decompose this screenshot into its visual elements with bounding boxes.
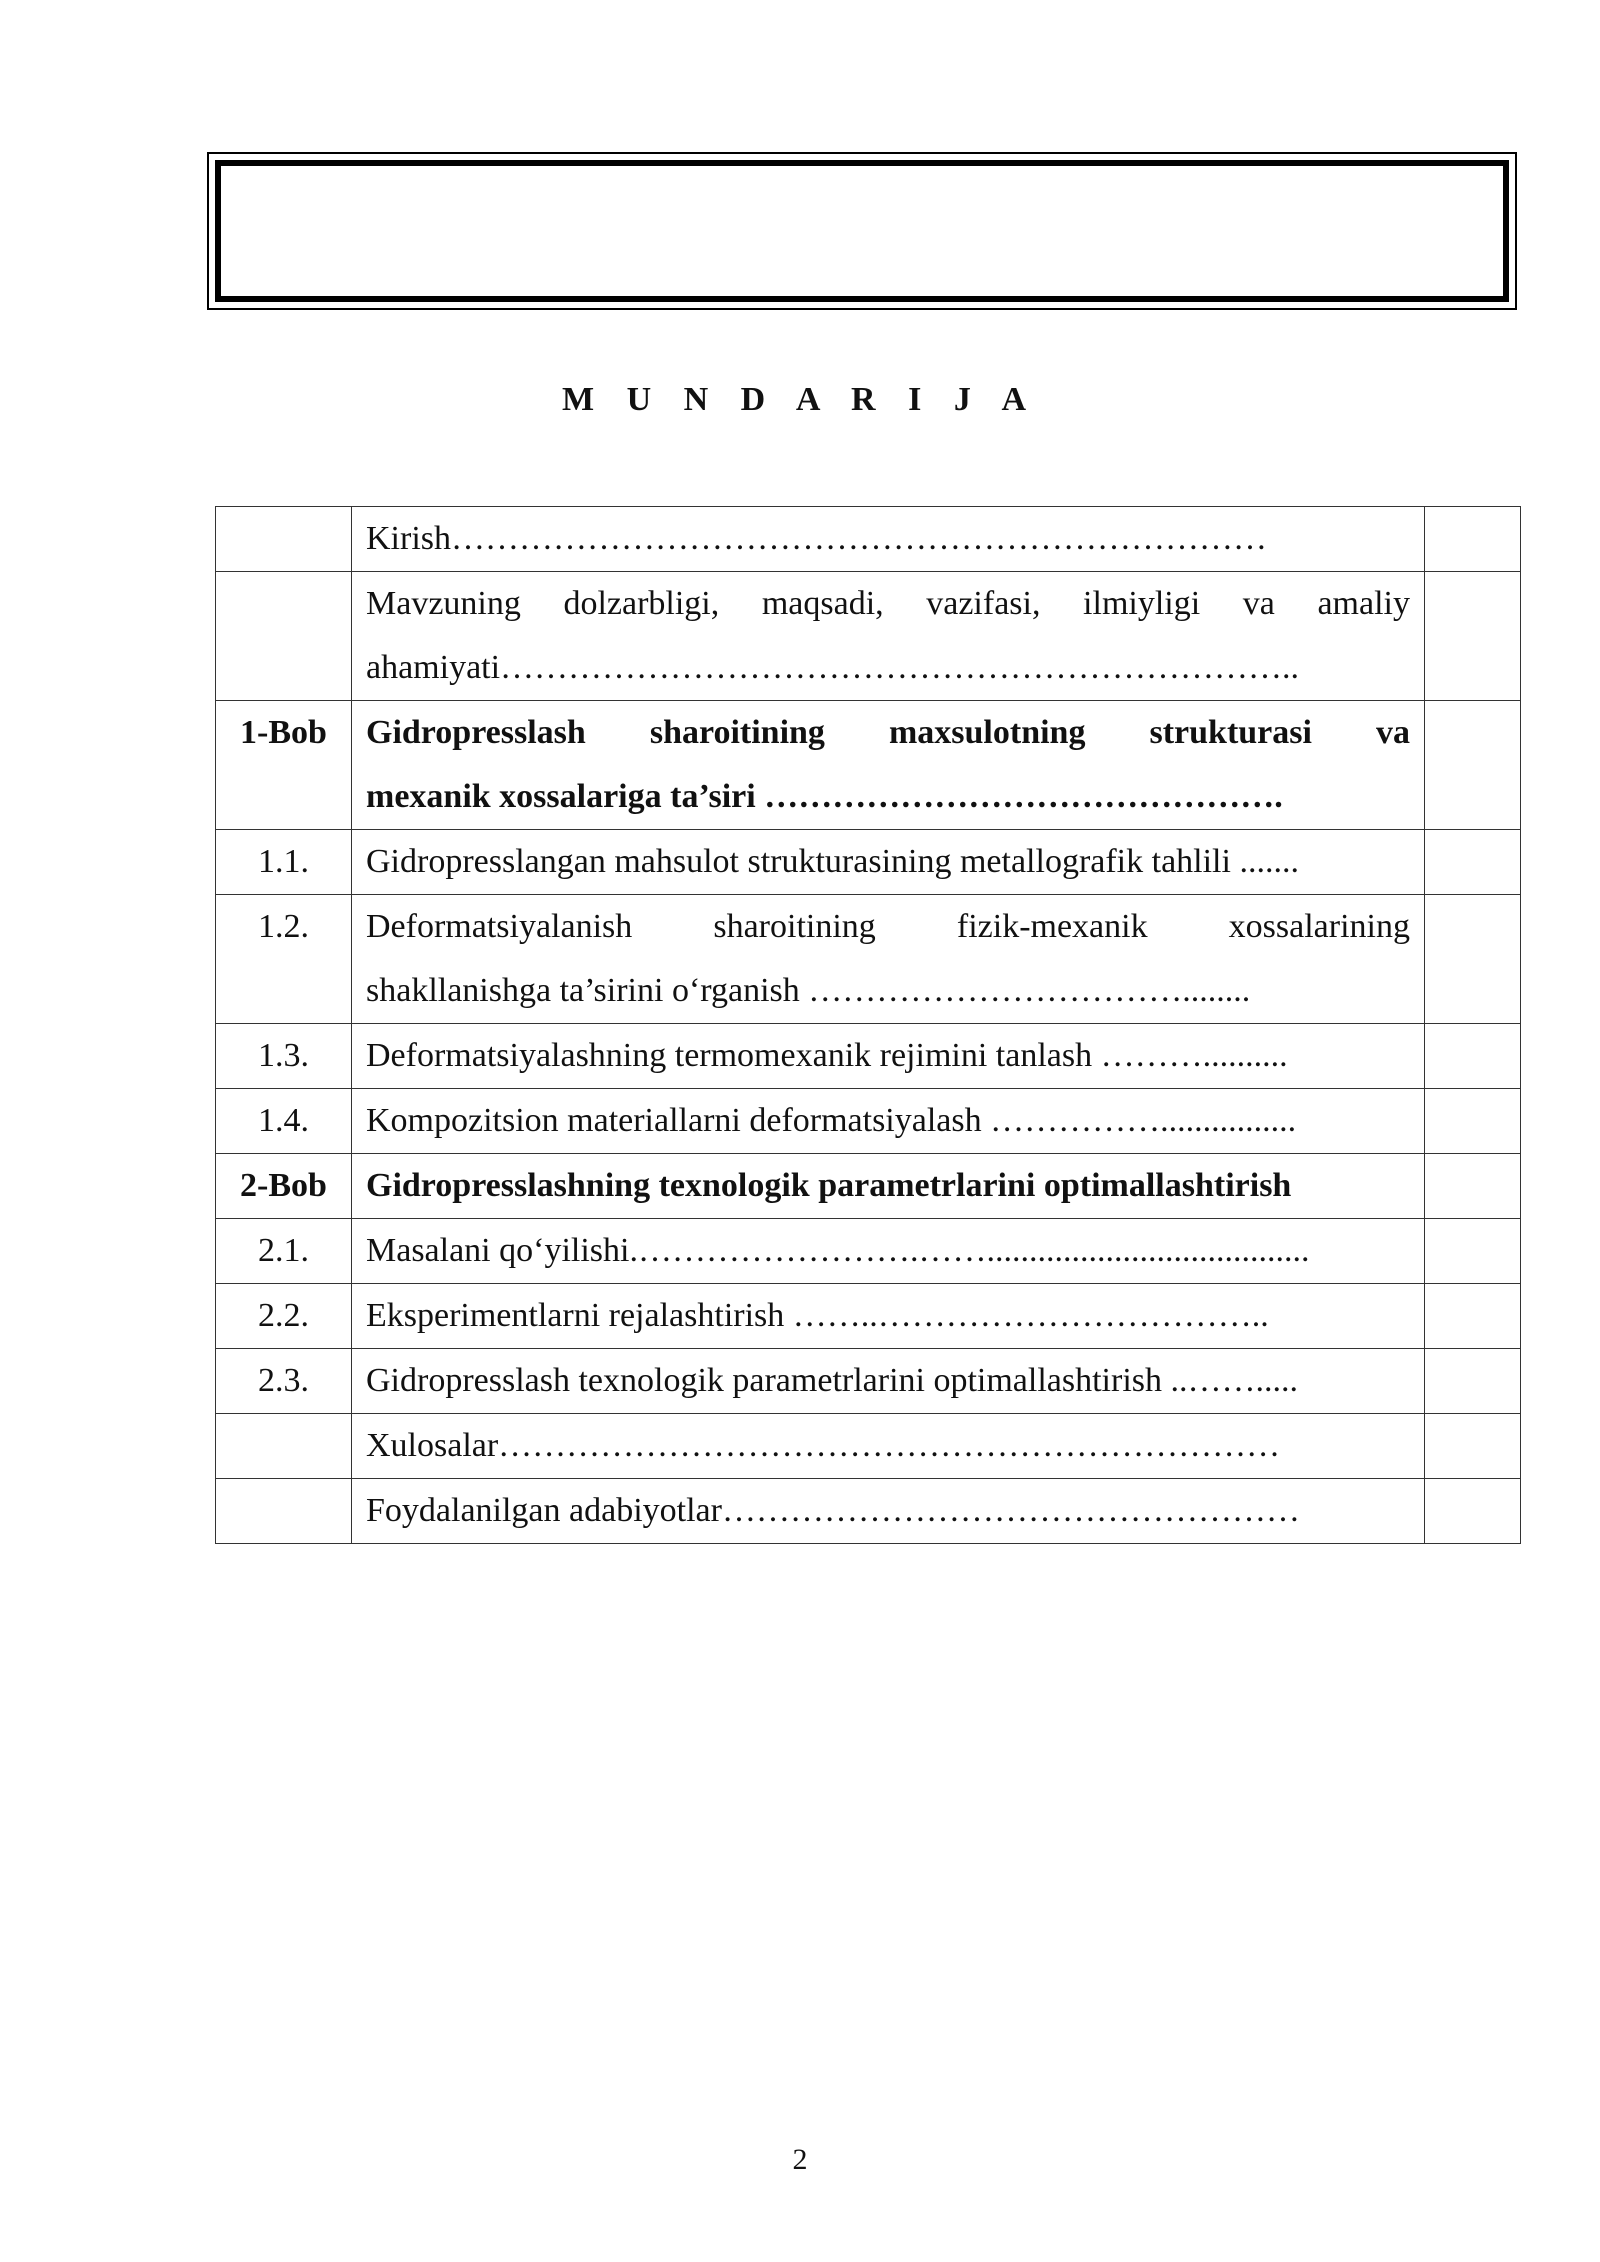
page-title: M U N D A R I J A [561,381,1039,418]
toc-row [216,1284,1521,1349]
toc-entry-text [352,507,1425,572]
toc-entry-line: Gidropresslangan mahsulot strukturasining metallografik tahlili ....... [366,843,1299,880]
toc-entry-line: Deformatsiyalashning termomexanik rejimini tanlash ……….......... [366,1037,1288,1074]
toc-entry-text [352,1024,1425,1089]
toc-entry-text [352,830,1425,895]
toc-row [216,1479,1521,1544]
toc-entry-text [352,701,1425,830]
toc-page-cell [1425,1479,1521,1544]
toc-entry-line: Eksperimentlarni rejalashtirish ……..…………………………….. [366,1297,1269,1334]
toc-page-cell [1425,1024,1521,1089]
toc-entry-line: Kompozitsion materiallarni deformatsiyalash ……………................ [366,1102,1297,1139]
toc-number: 2.3. [216,1349,352,1414]
header-frame-inner [215,160,1509,302]
toc-row [216,507,1521,572]
toc-row [216,1024,1521,1089]
toc-number: 1.1. [216,830,352,895]
toc-entry-text [352,1154,1425,1219]
toc-row [216,1414,1521,1479]
toc-entry-text [352,1219,1425,1284]
toc-entry-text [352,1479,1425,1544]
toc-number [216,507,352,572]
toc-number: 2.1. [216,1219,352,1284]
toc-page-cell [1425,1414,1521,1479]
toc-entry-line: mexanik xossalariga ta’siri ………………………………………. [366,778,1283,815]
toc-number: 1.4. [216,1089,352,1154]
toc-number [216,1479,352,1544]
toc-entry-line: Mavzuning dolzarbligi, maqsadi, vazifasi, ilmiyligi va amaliy [366,585,1410,622]
toc-entry-line: Gidropresslash texnologik parametrlarini optimallashtirish ..……..... [366,1362,1298,1399]
toc-entry-line: Foydalanilgan adabiyotlar…………………………………………… [366,1492,1300,1529]
toc-page-cell [1425,1349,1521,1414]
toc-entry-text [352,1414,1425,1479]
toc-row [216,572,1521,701]
toc-entry-line: Masalani qo‘yilishi.…………………….……...................................... [366,1232,1310,1269]
toc-number: 1.3. [216,1024,352,1089]
toc-row [216,1154,1521,1219]
toc-number: 1.2. [216,895,352,1024]
toc-page-cell [1425,830,1521,895]
toc-row [216,830,1521,895]
header-frame [207,152,1517,310]
toc-entry-line: ahamiyati…………………………………………………………….. [366,649,1300,686]
toc-number [216,572,352,701]
toc-number [216,1414,352,1479]
toc-page-cell [1425,701,1521,830]
toc-number: 2-Bob [216,1154,352,1219]
toc-entry-line: Kirish……………………………………………………………… [366,520,1267,557]
toc-page-cell [1425,1089,1521,1154]
toc-entry-line: Gidropresslash sharoitining maxsulotning strukturasi va [366,714,1410,751]
toc-row [216,895,1521,1024]
toc-entry-line: Xulosalar…………………………………………………………… [366,1427,1281,1464]
toc-entry-line: Deformatsiyalanish sharoitining fizik-mexanik xossalarining [366,908,1410,945]
page-number: 2 [792,2143,808,2176]
toc-entry-text [352,895,1425,1024]
toc-number: 1-Bob [216,701,352,830]
toc-page-cell [1425,1219,1521,1284]
toc-entry-text [352,1284,1425,1349]
toc-row [216,1219,1521,1284]
toc-body [216,507,1521,1544]
toc-entry-line: Gidropresslashning texnologik parametrlarini optimallashtirish [366,1167,1292,1204]
table-of-contents [215,506,1521,1544]
toc-entry-line: shakllanishga ta’sirini o‘rganish ……………………………........ [366,972,1251,1009]
toc-page-cell [1425,572,1521,701]
toc-row [216,1349,1521,1414]
toc-row [216,701,1521,830]
toc-page-cell [1425,1154,1521,1219]
toc-page-cell [1425,895,1521,1024]
toc-entry-text [352,1349,1425,1414]
toc-entry-text [352,1089,1425,1154]
toc-row [216,1089,1521,1154]
toc-number: 2.2. [216,1284,352,1349]
toc-entry-text [352,572,1425,701]
toc-page-cell [1425,507,1521,572]
toc-page-cell [1425,1284,1521,1349]
